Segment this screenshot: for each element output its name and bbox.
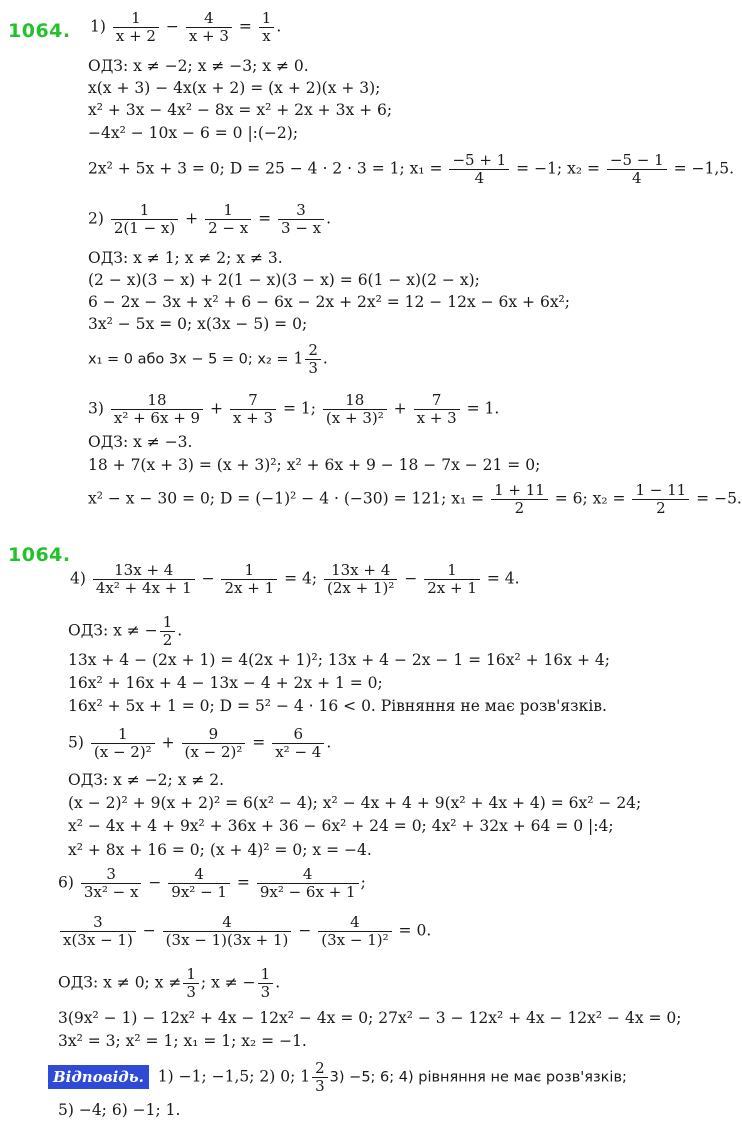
- eq-3: 3) $\frac{18}{\text{x² + 6x + 9}}$ + $\frac{7}{x + 3}$ = 1; $\frac{18}{\text{(x + 3)²}}$ + $\frac{7}{x + 3}$ = 1.: [88, 391, 500, 427]
- roots-line-1: 2x² + 5x + 3 = 0; D = 25 − 4 · 2 · 3 = 1; x₁ = $\frac{-5 + 1}{4}$ = −1; x₂ = $\frac{-5 - 1}{4}$ = −1,5.: [88, 151, 735, 187]
- fraction: $\frac{1}{x}$: [259, 10, 275, 45]
- step-line: 6 − 2x − 3x + x² + 6 − 6x − 2x + 2x² = 12 − 12x − 6x + 6x²;: [88, 293, 570, 311]
- step-line: 3x² = 3; x² = 1; x₁ = 1; x₂ = −1.: [58, 1032, 307, 1050]
- odz-line-5: ОДЗ: x ≠ −2; x ≠ 2.: [68, 771, 225, 789]
- answer-line: Відповідь. 1) −1; −1,5; 2) 0; 1 $\frac{2}{3}$ 3) −5; 6; 4) рівняння не має розв'язків;: [48, 1060, 627, 1095]
- eq-1: 1) $\frac{1}{x + 2}$ − $\frac{4}{x + 3}$ = $\frac{1}{x}$ .: [90, 9, 282, 45]
- odz-line-4: ОДЗ: x ≠ − $\frac{1}{2}$ .: [68, 613, 183, 649]
- eq-6a: 6) $\frac{3}{\text{3x² − x}}$ − $\frac{4}{\text{9x² − 1}}$ = $\frac{4}{\text{9x² − 6x + 1}}$ ;: [58, 865, 366, 901]
- eq-2: 2) $\frac{1}{2(1 - x)}$ + $\frac{1}{2 - x}$ = $\frac{3}{3 - x}$ .: [88, 201, 332, 237]
- step-line: x² + 8x + 16 = 0; (x + 4)² = 0; x = −4.: [68, 841, 372, 859]
- odz-line-3: ОДЗ: x ≠ −3.: [88, 433, 193, 451]
- fraction: $\frac{4}{x + 3}$: [186, 10, 232, 45]
- step-line: −4x² − 10x − 6 = 0 |:(−2);: [88, 124, 299, 142]
- problem-number-2: 1064.: [8, 544, 71, 566]
- odz-line-1: ОДЗ: x ≠ −2; x ≠ −3; x ≠ 0.: [88, 57, 309, 75]
- problem-number-1: 1064.: [8, 20, 71, 42]
- answer-line-2: 5) −4; 6) −1; 1.: [58, 1101, 181, 1119]
- fraction: $\frac{1}{x + 2}$: [113, 10, 159, 45]
- step-line: (x − 2)² + 9(x + 2)² = 6(x² − 4); x² − 4x + 4 + 9(x² + 4x + 4) = 6x² − 24;: [68, 794, 642, 812]
- eq-5: 5) $\frac{1}{\text{(x − 2)²}}$ + $\frac{9}{\text{(x − 2)²}}$ = $\frac{6}{\text{x² − 4}}$ .: [68, 725, 332, 761]
- roots-line-3: x² − x − 30 = 0; D = (−1)² − 4 · (−30) = 121; x₁ = $\frac{1 + 11}{2}$ = 6; x₂ = $\frac{1 - 11}{2}$ = −5.: [88, 481, 742, 517]
- step-line: (2 − x)(3 − x) + 2(1 − x)(3 − x) = 6(1 − x)(2 − x);: [88, 271, 480, 289]
- eq-6b: $\frac{3}{x(3x - 1)}$ − $\frac{4}{(3x - 1)(3x + 1)}$ − $\frac{4}{\text{(3x − 1)²}}$ = 0.: [58, 914, 431, 949]
- step-line: x² − 4x + 4 + 9x² + 36x + 36 − 6x² + 24 = 0; 4x² + 32x + 64 = 0 |:4;: [68, 817, 614, 835]
- odz-line-6: ОДЗ: x ≠ 0; x ≠ $\frac{1}{3}$ ; x ≠ − $\frac{1}{3}$ .: [58, 965, 281, 1001]
- step-line: 16x² + 5x + 1 = 0; D = 5² − 4 · 16 < 0. Рівняння не має розв'язків.: [68, 697, 607, 715]
- step-line: 18 + 7(x + 3) = (x + 3)²; x² + 6x + 9 − 18 − 7x − 21 = 0;: [88, 456, 541, 474]
- step-line: 3x² − 5x = 0; x(3x − 5) = 0;: [88, 315, 308, 333]
- eq-4: 4) $\frac{13x + 4}{\text{4x² + 4x + 1}}$ − $\frac{1}{2x + 1}$ = 4; $\frac{13x + 4}{\text{(2x + 1)²}}$ − $\frac{1}{2x + 1}$ = 4.: [70, 561, 520, 597]
- roots-line-2: x₁ = 0 або 3x − 5 = 0; x₂ = 1 $\frac{2}{3}$ .: [88, 341, 328, 377]
- step-line: 13x + 4 − (2x + 1) = 4(2x + 1)²; 13x + 4 − 2x − 1 = 16x² + 16x + 4;: [68, 651, 610, 669]
- answer-badge: Відповідь.: [48, 1065, 149, 1089]
- step-line: 3(9x² − 1) − 12x² + 4x − 12x² − 4x = 0; 27x² − 3 − 12x² + 4x − 12x² − 4x = 0;: [58, 1009, 682, 1027]
- step-line: x² + 3x − 4x² − 8x = x² + 2x + 3x + 6;: [88, 101, 393, 119]
- odz-line-2: ОДЗ: x ≠ 1; x ≠ 2; x ≠ 3.: [88, 249, 283, 267]
- step-line: x(x + 3) − 4x(x + 2) = (x + 2)(x + 3);: [88, 79, 381, 97]
- step-line: 16x² + 16x + 4 − 13x − 4 + 2x + 1 = 0;: [68, 674, 383, 692]
